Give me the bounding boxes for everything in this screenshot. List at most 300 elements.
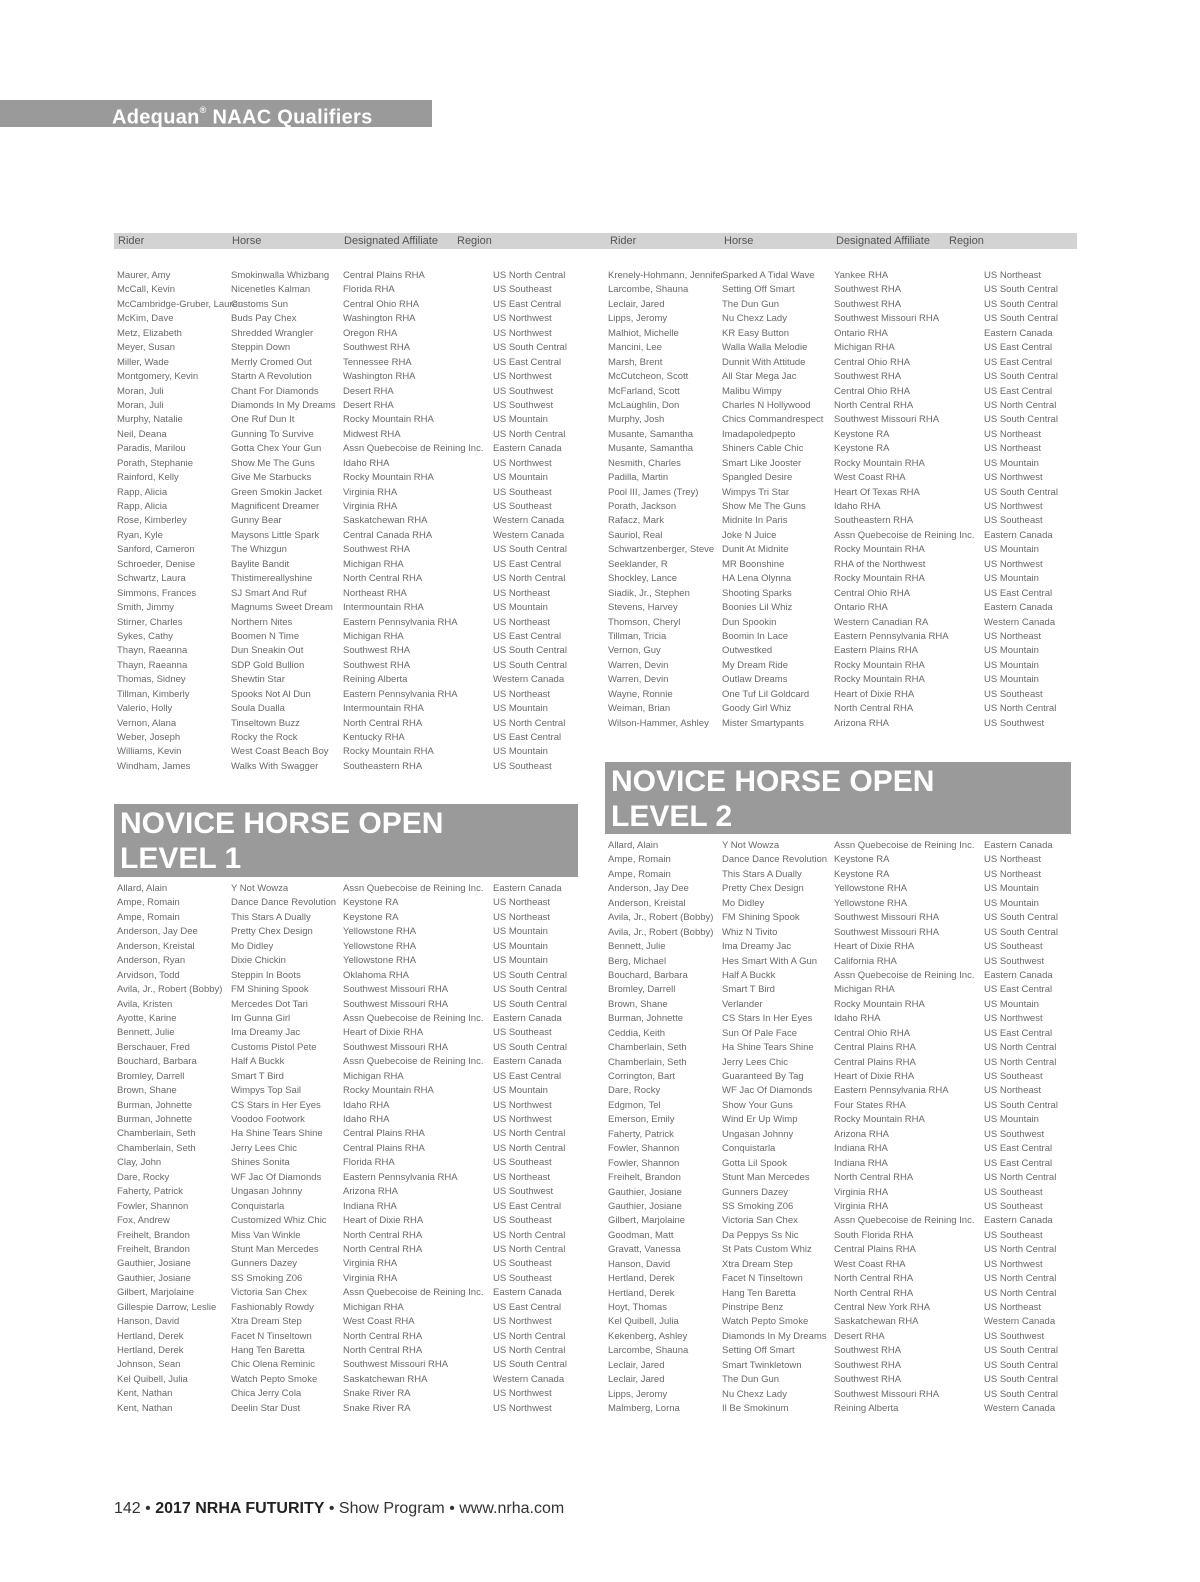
col-horse-left: Horse <box>232 235 262 247</box>
footer-bullet: • <box>444 1500 460 1517</box>
rider-cell: Fox, Andrew <box>117 1215 170 1227</box>
affiliate-cell: Rocky Mountain RHA <box>343 746 434 758</box>
affiliate-cell: Keystone RA <box>343 911 399 923</box>
affiliate-cell: Michigan RHA <box>343 1070 404 1082</box>
footer-bullet: • <box>324 1500 339 1517</box>
horse-cell: Ima Dreamy Jac <box>231 1027 301 1039</box>
rider-cell: Clay, John <box>117 1157 162 1169</box>
horse-cell: All Star Mega Jac <box>722 371 797 383</box>
affiliate-cell: Southwest Missouri RHA <box>834 414 940 426</box>
affiliate-cell: Central Ohio RHA <box>834 587 911 599</box>
affiliate-cell: North Central RHA <box>343 717 423 729</box>
horse-cell: Joke N Juice <box>722 529 777 541</box>
region-cell: US South Central <box>984 1388 1058 1400</box>
affiliate-cell: Oregon RHA <box>343 327 398 339</box>
horse-cell: CS Stars In Her Eyes <box>722 1013 813 1025</box>
region-cell: US North Central <box>493 428 566 440</box>
horse-cell: Chica Jerry Cola <box>231 1388 302 1400</box>
rider-cell: Brown, Shane <box>117 1085 177 1097</box>
rider-cell: Hoyt, Thomas <box>608 1302 667 1313</box>
region-cell: US Northwest <box>984 501 1043 512</box>
affiliate-cell: Idaho RHA <box>834 501 881 512</box>
horse-cell: Watch Pepto Smoke <box>722 1316 809 1328</box>
rider-cell: Thayn, Raeanna <box>117 659 188 671</box>
region-cell: US Mountain <box>984 659 1039 671</box>
region-cell: US South Central <box>493 544 567 556</box>
region-cell: US Northwest <box>493 313 552 325</box>
col-horse-right: Horse <box>724 235 754 247</box>
affiliate-cell: Idaho RHA <box>834 1013 881 1025</box>
horse-cell: Dun Sneakin Out <box>231 645 304 657</box>
region-cell: US Southwest <box>984 1330 1045 1342</box>
affiliate-cell: Central Plains RHA <box>834 1056 916 1068</box>
affiliate-cell: Southwest RHA <box>343 342 411 354</box>
rider-cell: Corrington, Bart <box>608 1071 676 1082</box>
horse-cell: SS Smoking Z06 <box>722 1200 794 1212</box>
horse-cell: Gunny Bear <box>231 515 282 527</box>
affiliate-cell: Virginia RHA <box>343 486 398 498</box>
region-cell: US Northwest <box>493 371 552 383</box>
horse-cell: Magnificent Dreamer <box>231 501 320 512</box>
horse-cell: Ungasan Johnny <box>231 1186 303 1198</box>
rider-cell: Kent, Nathan <box>117 1402 173 1414</box>
affiliate-cell: Central Ohio RHA <box>834 385 911 397</box>
rider-cell: Bouchard, Barbara <box>117 1056 197 1068</box>
region-cell: US Northeast <box>493 911 551 923</box>
region-cell: US Mountain <box>984 645 1039 657</box>
horse-cell: Outwestked <box>722 645 773 657</box>
region-cell: US East Central <box>984 356 1053 368</box>
affiliate-cell: Southwest Missouri RHA <box>834 313 940 325</box>
rider-cell: Windham, James <box>117 760 191 772</box>
horse-cell: Xtra Dream Step <box>722 1258 793 1270</box>
horse-cell: Watch Pepto Smoke <box>231 1373 318 1385</box>
affiliate-cell: Southwest RHA <box>834 284 902 296</box>
horse-cell: Dunit At Midnite <box>722 544 789 556</box>
rider-cell: Brown, Shane <box>608 998 668 1010</box>
affiliate-cell: Southwest RHA <box>834 371 902 383</box>
affiliate-cell: Assn Quebecoise de Reining Inc. <box>834 969 975 981</box>
affiliate-cell: Rocky Mountain RHA <box>343 472 434 484</box>
region-cell: US Northwest <box>493 1402 552 1414</box>
region-cell: US Northeast <box>493 587 551 599</box>
horse-cell: Shredded Wrangler <box>231 327 314 339</box>
affiliate-cell: Central Ohio RHA <box>834 1027 911 1039</box>
col-rider-left: Rider <box>118 235 145 247</box>
affiliate-cell: Rocky Mountain RHA <box>343 414 434 426</box>
horse-cell: Nu Chexz Lady <box>722 313 787 325</box>
horse-cell: Maysons Little Spark <box>231 529 320 541</box>
region-cell: US East Central <box>984 1143 1053 1155</box>
region-cell: US Southwest <box>493 399 554 411</box>
footer-url: www.nrha.com <box>459 1500 565 1517</box>
rider-cell: Ayotte, Karine <box>117 1012 177 1024</box>
region-cell: US Mountain <box>493 1085 548 1097</box>
rider-cell: Gravatt, Vanessa <box>608 1244 681 1256</box>
affiliate-cell: Central Plains RHA <box>343 1128 425 1140</box>
affiliate-cell: Southeastern RHA <box>343 760 423 772</box>
region-cell: US North Central <box>493 1128 566 1140</box>
rider-cell: Siadik, Jr., Stephen <box>608 587 690 599</box>
region-cell: US Southeast <box>493 1027 552 1039</box>
affiliate-cell: Keystone RA <box>343 897 399 909</box>
affiliate-cell: Eastern Pennsylvania RHA <box>343 616 458 628</box>
affiliate-cell: West Coast RHA <box>834 1258 906 1270</box>
horse-cell: Customs Pistol Pete <box>231 1041 317 1053</box>
page-number: 142 <box>114 1500 141 1517</box>
region-cell: Eastern Canada <box>493 883 562 894</box>
rider-cell: Kel Quibell, Julia <box>608 1316 679 1328</box>
region-cell: US Southeast <box>984 941 1043 953</box>
rider-cell: Ampe, Romain <box>608 868 671 880</box>
affiliate-cell: California RHA <box>834 955 897 967</box>
rider-cell: Hertland, Derek <box>117 1330 184 1342</box>
section-title-line2: LEVEL 2 <box>611 800 733 833</box>
affiliate-cell: Heart of Dixie RHA <box>343 1215 424 1227</box>
affiliate-cell: Southwest Missouri RHA <box>834 926 940 938</box>
region-cell: US Mountain <box>493 602 548 614</box>
rider-cell: Gauthier, Josiane <box>117 1272 191 1284</box>
horse-cell: The Whizgun <box>231 544 287 556</box>
affiliate-cell: Four States RHA <box>834 1099 906 1111</box>
rider-cell: Rose, Kimberley <box>117 515 187 527</box>
rider-cell: Faherty, Patrick <box>608 1128 674 1140</box>
region-cell: Western Canada <box>984 616 1056 628</box>
rider-cell: Wayne, Ronnie <box>608 688 673 700</box>
rider-cell: McKim, Dave <box>117 313 174 325</box>
affiliate-cell: Southwest RHA <box>834 298 902 310</box>
header-title-rest: NAAC Qualifiers <box>206 106 373 129</box>
horse-cell: Jerry Lees Chic <box>722 1056 788 1068</box>
rider-cell: Ceddia, Keith <box>608 1027 666 1039</box>
rider-cell: Fowler, Shannon <box>608 1157 680 1169</box>
region-cell: US Northeast <box>493 1171 551 1183</box>
horse-cell: Xtra Dream Step <box>231 1316 302 1328</box>
horse-cell: Charles N Hollywood <box>722 399 811 411</box>
horse-cell: Boomen N Time <box>231 630 300 642</box>
affiliate-cell: Rocky Mountain RHA <box>834 1114 925 1126</box>
horse-cell: Baylite Bandit <box>231 558 290 570</box>
horse-cell: Malibu Wimpy <box>722 385 782 397</box>
affiliate-cell: Southwest Missouri RHA <box>834 1388 940 1400</box>
horse-cell: Half A Buckk <box>722 969 776 981</box>
affiliate-cell: Assn Quebecoise de Reining Inc. <box>834 840 975 851</box>
horse-cell: Stunt Man Mercedes <box>231 1243 319 1255</box>
rider-cell: Chamberlain, Seth <box>117 1128 196 1140</box>
affiliate-cell: Arizona RHA <box>834 1128 889 1140</box>
region-cell: US Mountain <box>984 883 1039 895</box>
horse-cell: Gotta Lil Spook <box>722 1157 787 1169</box>
program-label: Show Program <box>338 1500 445 1517</box>
region-cell: US East Central <box>984 587 1053 599</box>
page-header-banner <box>0 100 432 127</box>
region-cell: US South Central <box>984 912 1058 924</box>
horse-cell: Setting Off Smart <box>722 1345 795 1357</box>
region-cell: US East Central <box>493 298 562 310</box>
affiliate-cell: Assn Quebecoise de Reining Inc. <box>343 1287 484 1299</box>
horse-cell: Spooks Not Al Dun <box>231 688 311 700</box>
region-cell: US Mountain <box>493 703 548 715</box>
rider-cell: Avila, Kristen <box>117 998 173 1010</box>
region-cell: US Northwest <box>493 1114 552 1125</box>
affiliate-cell: Yellowstone RHA <box>834 897 908 909</box>
region-cell: US North Central <box>493 270 566 281</box>
rider-cell: Meyer, Susan <box>117 342 176 354</box>
horse-cell: Mercedes Dot Tari <box>231 998 308 1010</box>
horse-cell: Gunners Dazey <box>722 1186 789 1198</box>
rider-cell: Ampe, Romain <box>608 854 671 866</box>
registered-mark: ® <box>199 105 207 115</box>
horse-cell: Stunt Man Mercedes <box>722 1172 810 1184</box>
region-cell: US Northeast <box>984 868 1042 880</box>
rider-cell: Bennett, Julie <box>608 941 666 953</box>
horse-cell: Ha Shine Tears Shine <box>231 1128 323 1140</box>
rider-cell: Goodman, Matt <box>608 1229 674 1241</box>
horse-cell: Customs Sun <box>231 298 289 310</box>
horse-cell: Merrly Cromed Out <box>231 356 312 368</box>
affiliate-cell: Michigan RHA <box>343 1301 404 1313</box>
affiliate-cell: Southwest RHA <box>834 1374 902 1386</box>
rider-cell: Porath, Jackson <box>608 501 677 512</box>
region-cell: US Southeast <box>493 1157 552 1169</box>
affiliate-cell: Indiana RHA <box>834 1157 888 1169</box>
section-title-line1: NOVICE HORSE OPEN <box>120 807 444 840</box>
horse-cell: The Dun Gun <box>722 298 780 310</box>
affiliate-cell: Rocky Mountain RHA <box>834 998 925 1010</box>
horse-cell: Goody Girl Whiz <box>722 703 792 715</box>
affiliate-cell: Yankee RHA <box>834 270 889 281</box>
rider-cell: Stirner, Charles <box>117 616 183 628</box>
region-cell: Western Canada <box>984 1403 1056 1415</box>
affiliate-cell: Michigan RHA <box>834 984 895 996</box>
horse-cell: Mo Didley <box>722 897 765 909</box>
affiliate-cell: Rocky Mountain RHA <box>343 1085 434 1097</box>
horse-cell: Da Peppys Ss Nic <box>722 1229 799 1241</box>
affiliate-cell: Idaho RHA <box>343 1099 390 1111</box>
affiliate-cell: North Central RHA <box>834 703 914 715</box>
region-cell: US Mountain <box>984 573 1039 585</box>
region-cell: Eastern Canada <box>493 1056 562 1068</box>
rider-cell: Metz, Elizabeth <box>117 327 182 339</box>
horse-cell: Hang Ten Baretta <box>231 1345 305 1356</box>
horse-cell: Verlander <box>722 998 763 1010</box>
horse-cell: Diamonds In My Dreams <box>231 399 336 411</box>
region-cell: US Mountain <box>493 955 548 967</box>
rider-cell: Thomas, Sidney <box>117 674 186 686</box>
region-cell: US South Central <box>984 926 1058 938</box>
horse-cell: Victoria San Chex <box>722 1215 798 1227</box>
horse-cell: Whiz N Tivito <box>722 926 778 938</box>
rider-cell: Thayn, Raeanna <box>117 645 188 657</box>
rider-cell: Marsh, Brent <box>608 356 663 368</box>
region-cell: Eastern Canada <box>984 327 1053 339</box>
horse-cell: Green Smokin Jacket <box>231 486 322 498</box>
region-cell: US Mountain <box>984 544 1039 556</box>
rider-cell: Edgmon, Tel <box>608 1099 661 1111</box>
rider-cell: Tillman, Kimberly <box>117 688 190 700</box>
horse-cell: Thistimereallyshine <box>231 573 313 585</box>
rider-cell: Berg, Michael <box>608 955 667 967</box>
affiliate-cell: Southwest RHA <box>834 1345 902 1357</box>
rider-cell: Bromley, Darrell <box>117 1070 185 1082</box>
horse-cell: Magnums Sweet Dream <box>231 602 333 614</box>
rider-cell: Larcombe, Shauna <box>608 284 689 296</box>
rider-cell: Warren, Devin <box>608 674 669 686</box>
region-cell: US Northeast <box>984 270 1042 281</box>
region-cell: Eastern Canada <box>493 1287 562 1299</box>
region-cell: Eastern Canada <box>984 840 1053 851</box>
affiliate-cell: South Florida RHA <box>834 1229 914 1241</box>
col-rider-right: Rider <box>610 235 637 247</box>
affiliate-cell: Kentucky RHA <box>343 732 405 743</box>
region-cell: Eastern Canada <box>984 602 1053 614</box>
region-cell: US Northeast <box>984 1085 1042 1097</box>
affiliate-cell: Southwest Missouri RHA <box>834 912 940 924</box>
horse-cell: Soula Dualla <box>231 703 285 715</box>
rider-cell: Anderson, Jay Dee <box>608 883 689 895</box>
affiliate-cell: Virginia RHA <box>343 501 398 512</box>
region-cell: US Southwest <box>984 717 1045 729</box>
rider-cell: Gauthier, Josiane <box>117 1258 191 1270</box>
horse-cell: Dun Spookin <box>722 616 777 628</box>
region-cell: US Mountain <box>984 1114 1039 1126</box>
page-footer <box>114 1500 564 1518</box>
rider-cell: Bennett, Julie <box>117 1027 175 1039</box>
region-cell: US Mountain <box>984 674 1039 686</box>
affiliate-cell: RHA of the Northwest <box>834 558 926 570</box>
region-cell: US Northwest <box>984 472 1043 484</box>
affiliate-cell: Heart Of Texas RHA <box>834 486 920 498</box>
horse-cell: Smart Like Jooster <box>722 457 802 469</box>
rider-cell: Hertland, Derek <box>608 1287 675 1299</box>
region-cell: US North Central <box>984 1273 1057 1285</box>
region-cell: US Southwest <box>493 385 554 397</box>
horse-cell: Miss Van Winkle <box>231 1229 301 1241</box>
rider-cell: Avila, Jr., Robert (Bobby) <box>608 912 714 924</box>
rider-cell: Hertland, Derek <box>608 1273 675 1285</box>
region-cell: US Mountain <box>984 897 1039 909</box>
rider-cell: Schwartz, Laura <box>117 573 186 585</box>
region-cell: US South Central <box>493 645 567 657</box>
horse-cell: One Ruf Dun It <box>231 414 295 426</box>
rider-cell: Thomson, Cheryl <box>608 616 681 628</box>
rider-cell: Allard, Alain <box>608 840 659 851</box>
affiliate-cell: Indiana RHA <box>834 1143 888 1155</box>
rider-cell: Schroeder, Denise <box>117 558 196 570</box>
horse-cell: WF Jac Of Diamonds <box>231 1171 322 1183</box>
affiliate-cell: North Central RHA <box>343 1345 423 1356</box>
horse-cell: Sparked A Tidal Wave <box>722 270 815 281</box>
horse-cell: SS Smoking Z06 <box>231 1272 303 1284</box>
affiliate-cell: Arizona RHA <box>834 717 889 729</box>
affiliate-cell: Heart of Dixie RHA <box>834 688 915 700</box>
rider-cell: Maurer, Amy <box>117 270 171 281</box>
rider-cell: McFarland, Scott <box>608 385 680 397</box>
horse-cell: Wimpys Top Sail <box>231 1085 302 1097</box>
region-cell: US South Central <box>493 969 567 981</box>
region-cell: US Northeast <box>984 428 1042 440</box>
rider-cell: Malmberg, Lorna <box>608 1403 680 1415</box>
affiliate-cell: Western Canadian RA <box>834 616 929 628</box>
rider-cell: Sykes, Cathy <box>117 630 173 642</box>
rider-cell: Sauriol, Real <box>608 529 663 541</box>
region-cell: US North Central <box>493 717 566 729</box>
affiliate-cell: Ontario RHA <box>834 602 888 614</box>
affiliate-cell: Southwest RHA <box>343 659 411 671</box>
region-cell: US East Central <box>493 356 562 368</box>
region-cell: US Northeast <box>984 854 1042 866</box>
region-cell: US Southeast <box>493 284 552 296</box>
affiliate-cell: Heart of Dixie RHA <box>343 1027 424 1039</box>
affiliate-cell: Assn Quebecoise de Reining Inc. <box>343 443 484 455</box>
rider-cell: Rapp, Alicia <box>117 501 168 512</box>
horse-cell: Ungasan Johnny <box>722 1128 794 1140</box>
rider-cell: Kel Quibell, Julia <box>117 1373 188 1385</box>
col-region-right: Region <box>949 235 984 247</box>
region-cell: US Southeast <box>493 501 552 512</box>
affiliate-cell: Eastern Plains RHA <box>834 645 918 657</box>
region-cell: US Mountain <box>493 940 548 952</box>
horse-cell: Shewtin Star <box>231 674 285 686</box>
rider-cell: Avila, Jr., Robert (Bobby) <box>117 984 223 996</box>
horse-cell: Setting Off Smart <box>722 284 795 296</box>
rider-cell: Fowler, Shannon <box>117 1200 189 1212</box>
horse-cell: Ha Shine Tears Shine <box>722 1042 814 1054</box>
region-cell: US Mountain <box>493 472 548 484</box>
region-cell: US South Central <box>984 298 1058 310</box>
region-cell: US North Central <box>984 1172 1057 1184</box>
affiliate-cell: Michigan RHA <box>343 630 404 642</box>
region-cell: US East Central <box>493 732 562 743</box>
region-cell: US North Central <box>493 1243 566 1255</box>
horse-cell: HA Lena Olynna <box>722 573 792 585</box>
region-cell: US Southeast <box>493 486 552 498</box>
header-title: Adequan <box>112 106 200 129</box>
rider-cell: Lipps, Jeromy <box>608 1388 668 1400</box>
affiliate-cell: Indiana RHA <box>343 1200 397 1212</box>
region-cell: US North Central <box>493 573 566 585</box>
affiliate-cell: Central Plains RHA <box>834 1042 916 1054</box>
horse-cell: Spangled Desire <box>722 472 793 484</box>
region-cell: US Northwest <box>493 1099 552 1111</box>
affiliate-cell: Midwest RHA <box>343 428 401 440</box>
horse-cell: Smart T Bird <box>722 984 775 996</box>
rider-cell: Emerson, Emily <box>608 1114 675 1126</box>
horse-cell: Dixie Chickin <box>231 955 286 967</box>
region-cell: US North Central <box>493 1330 566 1342</box>
affiliate-cell: Virginia RHA <box>343 1272 398 1284</box>
rider-cell: Rainford, Kelly <box>117 472 179 484</box>
horse-cell: Half A Buckk <box>231 1056 285 1068</box>
affiliate-cell: Central Plains RHA <box>343 1142 425 1154</box>
region-cell: US Northeast <box>493 897 551 909</box>
region-cell: US Northeast <box>984 1302 1042 1313</box>
region-cell: US Mountain <box>493 926 548 938</box>
rider-cell: Vernon, Alana <box>117 717 177 729</box>
rider-cell: Gauthier, Josiane <box>608 1186 682 1198</box>
horse-cell: Buds Pay Chex <box>231 313 297 325</box>
rider-cell: Bouchard, Barbara <box>608 969 688 981</box>
horse-cell: Mister Smartypants <box>722 717 804 729</box>
region-cell: US South Central <box>493 1359 567 1371</box>
affiliate-cell: North Central RHA <box>834 1287 914 1299</box>
horse-cell: Il Be Smokinum <box>722 1403 789 1415</box>
region-cell: US Mountain <box>493 414 548 426</box>
region-cell: Eastern Canada <box>984 529 1053 541</box>
affiliate-cell: Virginia RHA <box>834 1200 889 1212</box>
region-cell: US North Central <box>984 703 1057 715</box>
rider-cell: Chamberlain, Seth <box>608 1042 687 1054</box>
